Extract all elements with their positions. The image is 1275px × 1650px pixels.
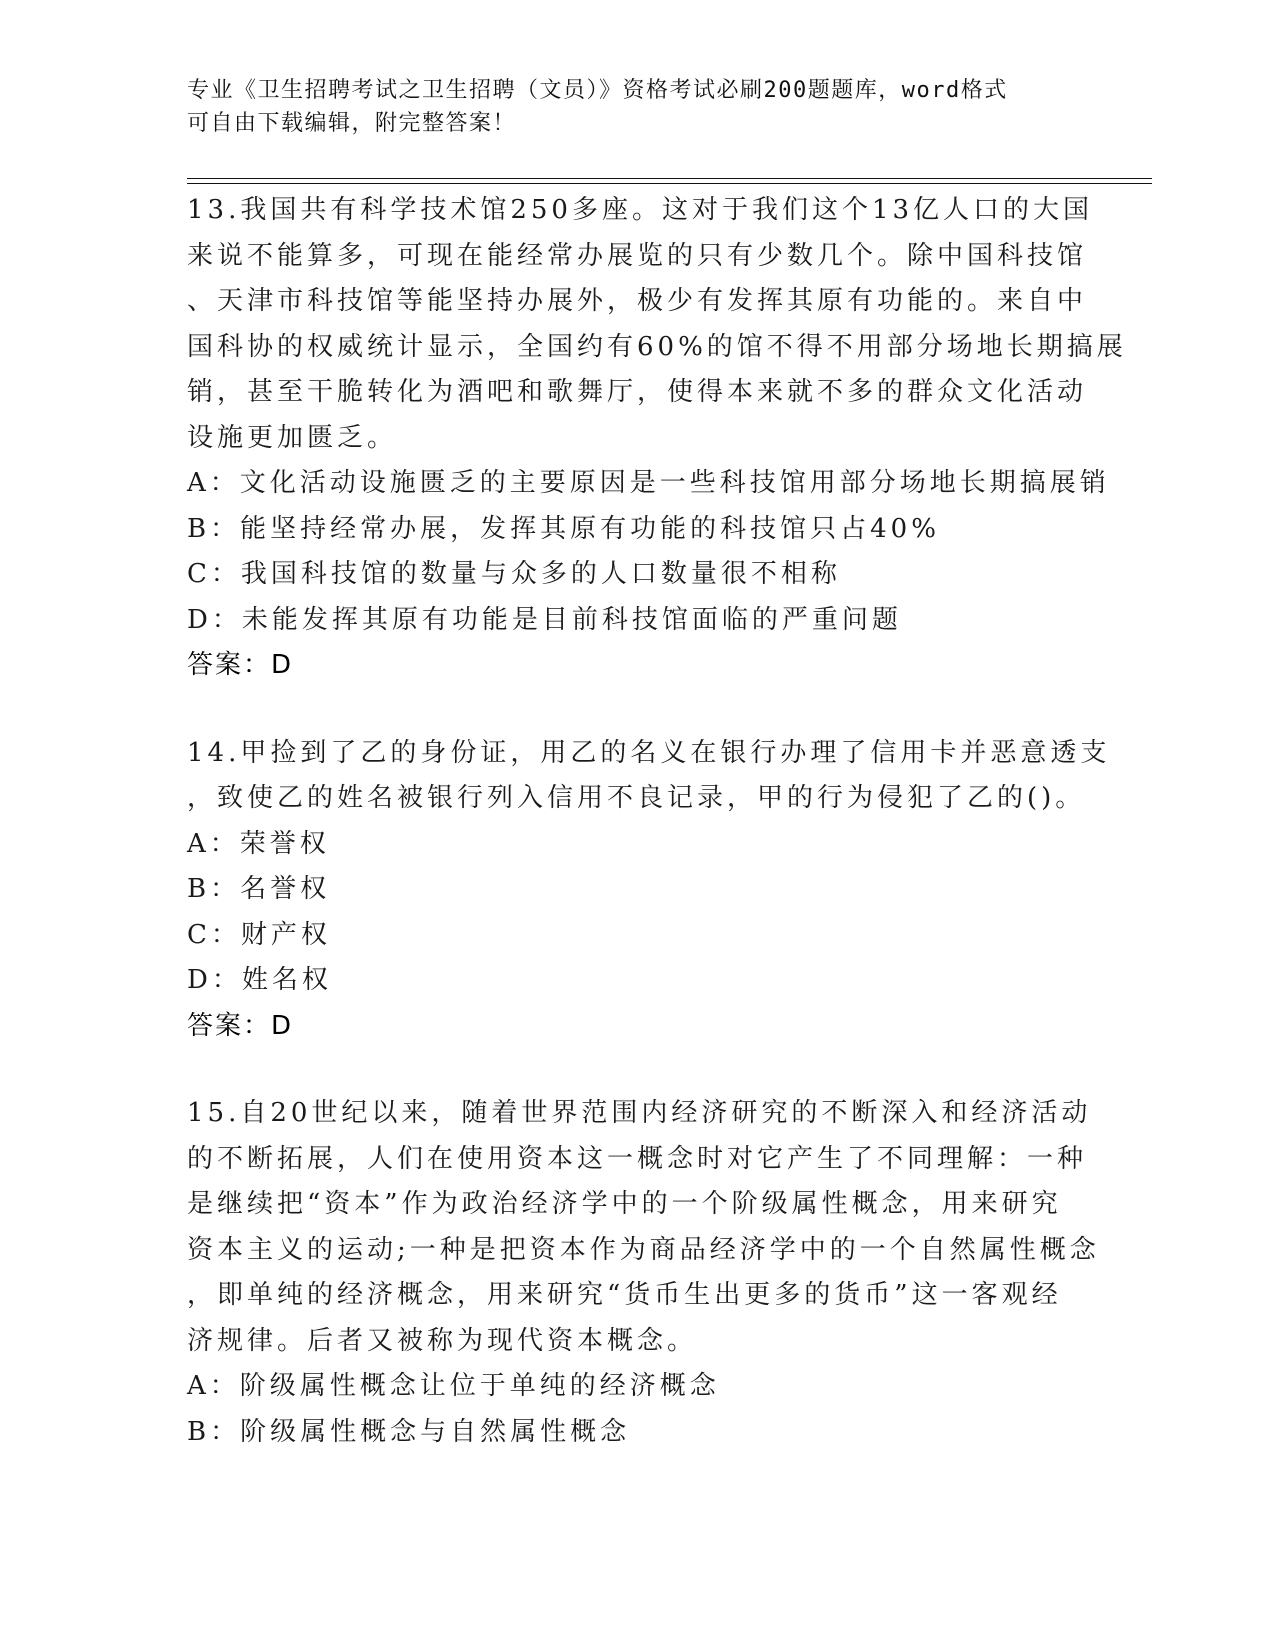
header-divider xyxy=(187,183,1152,184)
question-stem-line: 国科协的权威统计显示，全国约有60%的馆不得不用部分场地长期搞展 xyxy=(187,331,1127,362)
option-d: D：姓名权 xyxy=(187,965,332,995)
question-stem-line: 资本主义的运动;一种是把资本作为商品经济学中的一个自然属性概念 xyxy=(187,1234,1100,1265)
option-b: B：名誉权 xyxy=(187,874,331,904)
answer-label: 答案：D xyxy=(187,650,294,680)
question-stem-line: 销，甚至干脆转化为酒吧和歌舞厅，使得本来就不多的群众文化活动 xyxy=(187,377,1088,407)
option-b: B：阶级属性概念与自然属性概念 xyxy=(187,1416,631,1447)
question-stem-line: 是继续把“资本”作为政治经济学中的一个阶级属性概念，用来研究 xyxy=(187,1189,1062,1219)
option-c: C：我国科技馆的数量与众多的人口数量很不相称 xyxy=(187,559,841,589)
question-stem-line: 的不断拓展，人们在使用资本这一概念时对它产生了不同理解：一种 xyxy=(187,1143,1088,1174)
question-13 xyxy=(187,188,1127,689)
question-stem-line: 来说不能算多，可现在能经常办展览的只有少数几个。除中国科技馆 xyxy=(187,240,1088,271)
option-b: B：能坚持经常办展，发挥其原有功能的科技馆只占40% xyxy=(187,513,940,544)
question-stem-line: 14.甲捡到了乙的身份证，用乙的名义在银行办理了信用卡并恶意透支 xyxy=(187,737,1111,768)
header-line: 专业《卫生招聘考试之卫生招聘（文员）》资格考试必刷200题题库，word格式 xyxy=(187,78,1008,103)
question-stem-line: ，致使乙的姓名被银行列入信用不良记录，甲的行为侵犯了乙的()。 xyxy=(187,783,1086,813)
option-a: A：荣誉权 xyxy=(187,828,330,859)
header-divider xyxy=(187,178,1152,179)
question-list xyxy=(187,188,1127,1497)
question-stem-line: 济规律。后者又被称为现代资本概念。 xyxy=(187,1325,698,1356)
option-d: D：未能发挥其原有功能是目前科技馆面临的严重问题 xyxy=(187,604,902,635)
document-header xyxy=(187,74,1067,140)
answer-label: 答案：D xyxy=(187,1010,294,1041)
question-14 xyxy=(187,731,1111,1050)
option-a: A：阶级属性概念让位于单纯的经济概念 xyxy=(187,1371,720,1401)
question-stem-line: 13.我国共有科学技术馆250多座。这对于我们这个13亿人口的大国 xyxy=(187,195,1094,225)
option-c: C：财产权 xyxy=(187,919,331,950)
question-15 xyxy=(187,1091,1100,1455)
option-a: A：文化活动设施匮乏的主要原因是一些科技馆用部分场地长期搞展销 xyxy=(187,468,1110,498)
question-stem-line: 15.自20世纪以来，随着世界范围内经济研究的不断深入和经济活动 xyxy=(187,1098,1092,1128)
question-stem-line: 设施更加匮乏。 xyxy=(187,422,398,453)
question-stem-line: ，即单纯的经济概念，用来研究“货币生出更多的货币”这一客观经 xyxy=(187,1280,1062,1310)
question-stem-line: 、天津市科技馆等能坚持办展外，极少有发挥其原有功能的。来自中 xyxy=(187,286,1088,316)
header-line: 可自由下载编辑，附完整答案！ xyxy=(187,111,517,136)
